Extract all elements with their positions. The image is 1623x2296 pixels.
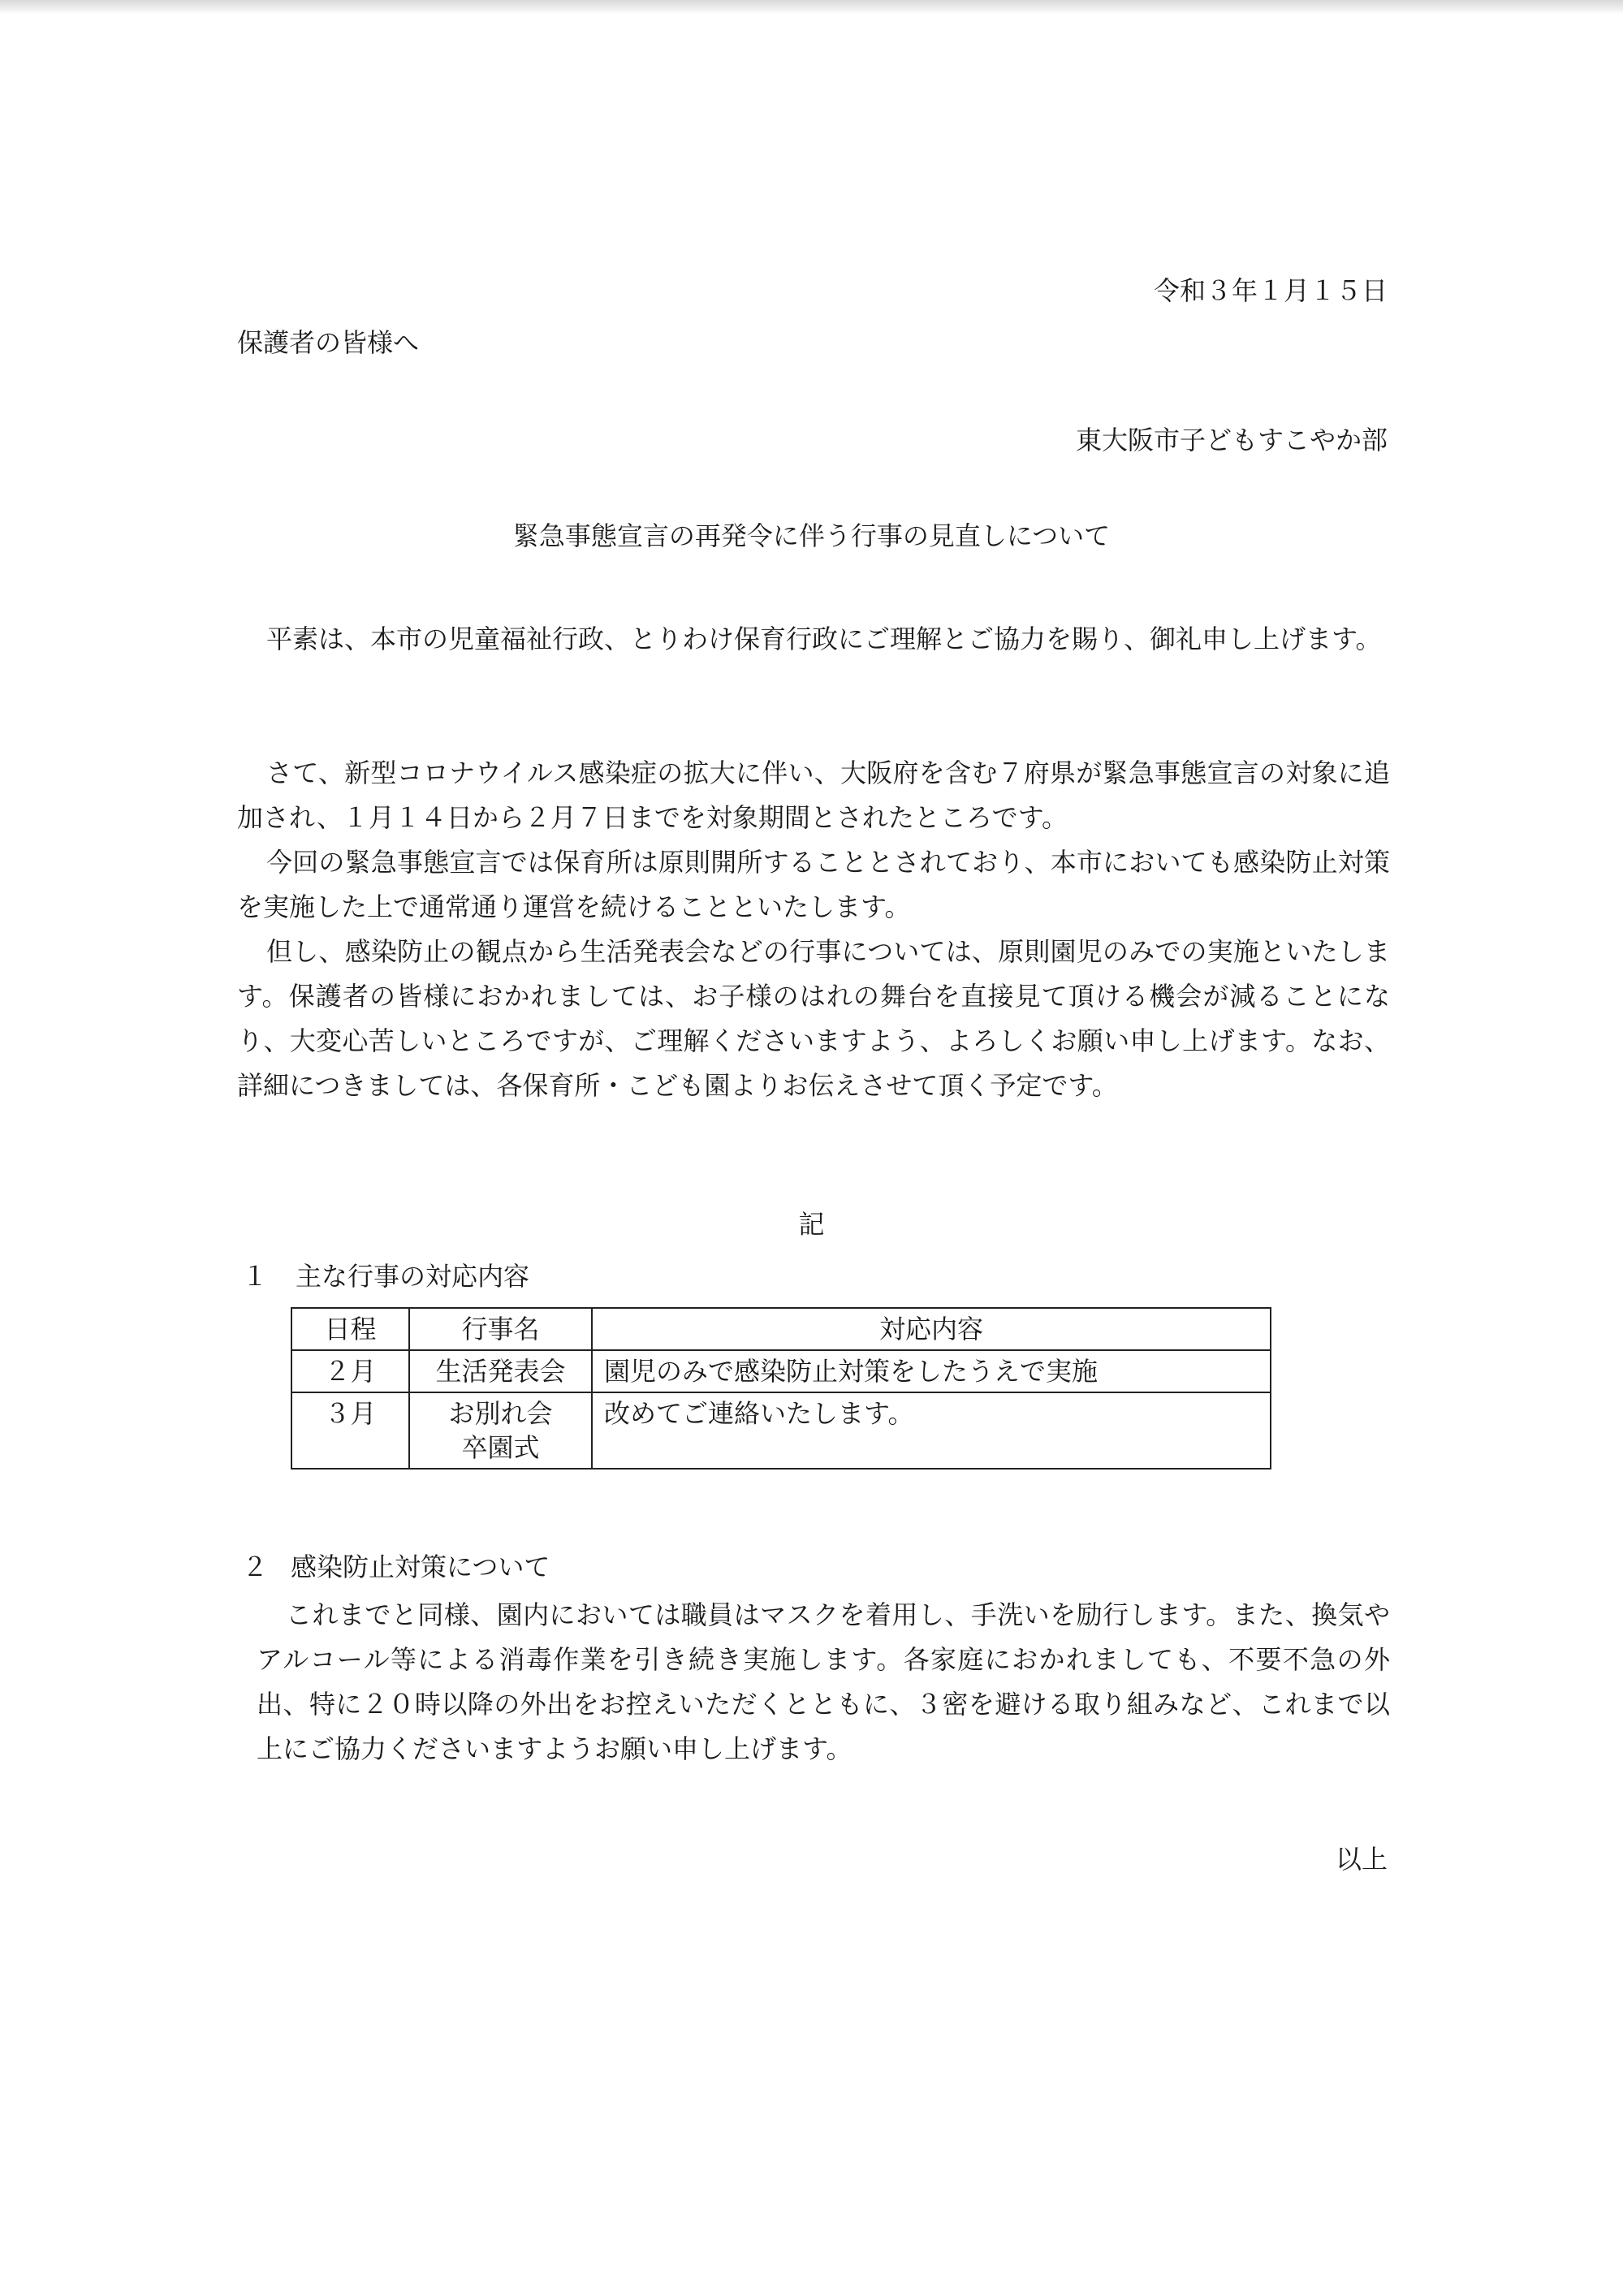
cell-content: 園児のみで感染防止対策をしたうえで実施 bbox=[592, 1350, 1271, 1392]
section2-number: ２ bbox=[242, 1552, 269, 1582]
section2-heading: 感染防止対策について bbox=[291, 1552, 550, 1582]
cell-date: ３月 bbox=[291, 1392, 409, 1469]
header-content: 対応内容 bbox=[592, 1308, 1271, 1350]
cell-event: 生活発表会 bbox=[409, 1350, 592, 1392]
section1-heading: 主な行事の対応内容 bbox=[296, 1261, 530, 1292]
paragraph-operation: 今回の緊急事態宣言では保育所は原則開所することとされており、本市においても感染防止対策を実施した上で通常通り運営を続けることといたします。 bbox=[237, 847, 1390, 922]
schedule-table bbox=[291, 1307, 1271, 1470]
table-row bbox=[291, 1392, 1271, 1469]
section1-number: １ bbox=[242, 1261, 269, 1292]
table-header-row bbox=[291, 1308, 1271, 1350]
document-title: 緊急事態宣言の再発令に伴う行事の見直しについて bbox=[512, 520, 1111, 551]
header-event: 行事名 bbox=[409, 1308, 592, 1350]
section2-body: これまでと同様、園内においては職員はマスクを着用し、手洗いを励行します。また、換気やアルコール等による消毒作業を引き続き実施します。各家庭におかれましても、不要不急の外出、特に２０時以降の外出をお控えいただくとともに、３密を避ける取り組みなど、これまで以上にご協力くださいますようお願い申し上げます。 bbox=[257, 1599, 1390, 1764]
table-row bbox=[291, 1350, 1271, 1392]
cell-event bbox=[409, 1392, 592, 1469]
closing: 以上 bbox=[1335, 1844, 1388, 1875]
sender: 東大阪市子どもすこやか部 bbox=[1075, 425, 1388, 455]
paragraph-greeting: 平素は、本市の児童福祉行政、とりわけ保育行政にご理解とご協力を賜り、御礼申し上げます。 bbox=[266, 624, 1382, 654]
document-date: 令和３年１月１５日 bbox=[1153, 275, 1388, 306]
header-date: 日程 bbox=[291, 1308, 409, 1350]
cell-date: ２月 bbox=[291, 1350, 409, 1392]
paragraph-events: 但し、感染防止の観点から生活発表会などの行事については、原則園児のみでの実施といたします。保護者の皆様におかれましては、お子様のはれの舞台を直接見て頂ける機会が減ることになり、大変心苦しいところですが、ご理解くださいますよう、よろしくお願い申し上げます。なお、詳細につきましては、各保育所・こども園よりお伝えさせて頂く予定です。 bbox=[237, 936, 1390, 1101]
scan-edge bbox=[0, 0, 1623, 15]
event-name: お別れ会 bbox=[448, 1398, 553, 1429]
ki-marker: 記 bbox=[798, 1209, 825, 1240]
event-name: 卒園式 bbox=[461, 1432, 540, 1463]
recipient: 保護者の皆様へ bbox=[237, 327, 420, 358]
cell-content: 改めてご連絡いたします。 bbox=[592, 1392, 1271, 1469]
paragraph-background: さて、新型コロナウイルス感染症の拡大に伴い、大阪府を含む７府県が緊急事態宣言の対象に追加され、１月１４日から２月７日までを対象期間とされたところです。 bbox=[237, 757, 1390, 833]
